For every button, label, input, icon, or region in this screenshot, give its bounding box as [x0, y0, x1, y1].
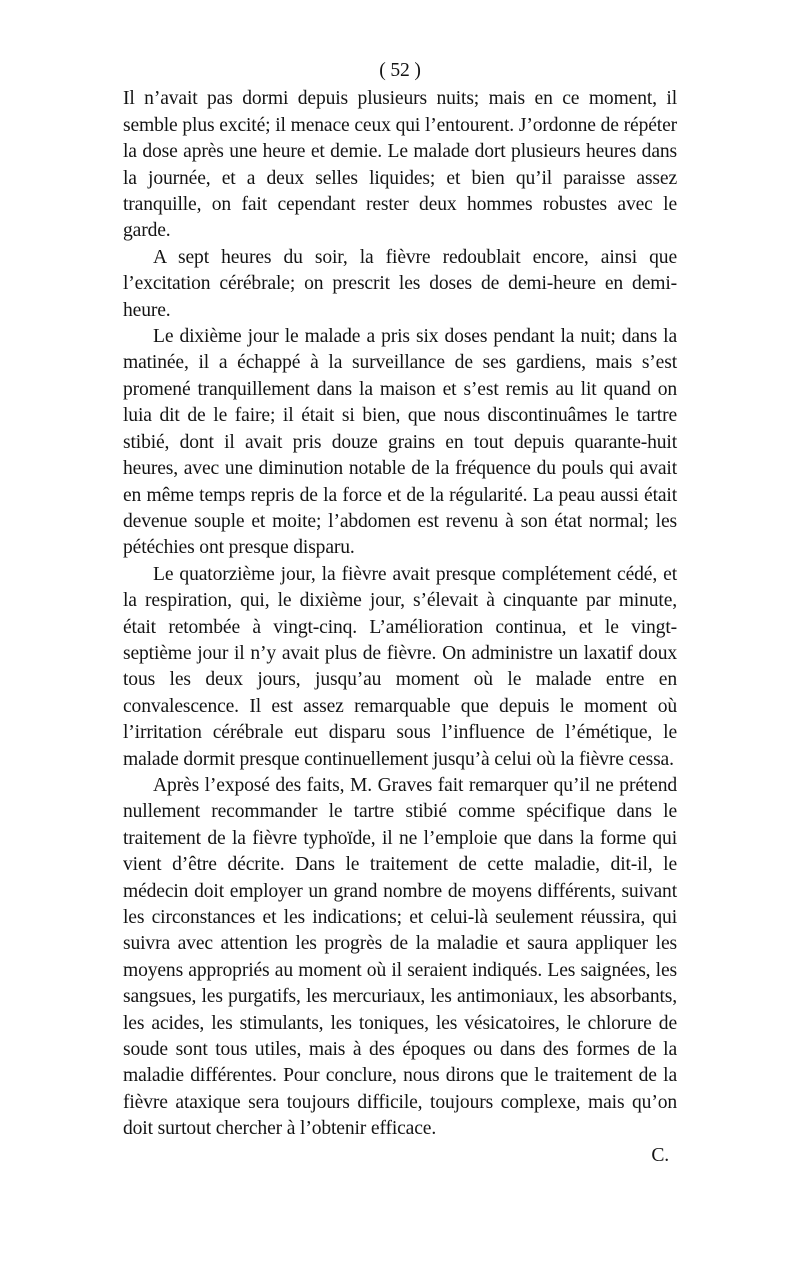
page-number: ( 52 ) — [379, 60, 421, 81]
paragraph-1: Il n’avait pas dormi depuis plusieurs nuits; mais en ce moment, il semble plus excité; il menace ceux qui l’entourent. J’ordonne de répéter la dose après une heure et demie. Le malade dort plusieurs heures dans la journée, et a deux selles liquides; et bien qu’il paraisse assez tranquille, on fait cependant rester deux hommes robustes avec le garde. — [123, 88, 677, 242]
paragraph-5: Après l’exposé des faits, M. Graves fait remarquer qu’il ne prétend nullement recommander le tartre stibié comme spécifique dans le traitement de la fièvre typhoïde, il ne l’emploie que dans la forme qui vient d’être décrite. Dans le traitement de cette maladie, dit-il, le médecin doit employer un grand nombre de moyens différents, suivant les circonstances et les indications; et celui-là seulement réussira, qui suivra avec attention les progrès de la maladie et saura appliquer les moyens appropriés au moment où il seraient indiqués. Les saignées, les sangsues, les purgatifs, les mercuriaux, les antimoniaux, les absorbants, les acides, les stimulants, les toniques, les vésicatoires, le chlorure de soude sont tous utiles, mais à des époques ou dans des formes de la maladie différentes. Pour conclure, nous dirons que le traitement de la fièvre ataxique sera toujours difficile, toujours complexe, mais qu’on doit surtout chercher à l’obtenir efficace. — [123, 774, 677, 1140]
paragraph-2: A sept heures du soir, la fièvre redoublait encore, ainsi que l’excitation cérébrale; on prescrit les doses de demi-heure en demi-heure. — [123, 246, 677, 321]
document-page — [123, 58, 677, 1169]
signature: C. — [651, 1144, 669, 1166]
paragraph-4: Le quatorzième jour, la fièvre avait presque complétement cédé, et la respiration, qui, le dixième jour, s’élevait à cinquante par minute, était retombée à vingt-cinq. L’amélioration continua, et le vingt-septième jour il n’y avait plus de fièvre. On administre un laxatif doux tous les deux jours, jusqu’au moment où le malade entre en convalescence. Il est assez remarquable que depuis le moment où l’irritation cérébrale eut disparu sous l’influence de l’émétique, le malade dormit presque continuellement jusqu’à celui où la fièvre cessa. — [123, 563, 677, 770]
paragraph-3: Le dixième jour le malade a pris six doses pendant la nuit; dans la matinée, il a échappé à la surveillance de ses gardiens, mais s’est promené tranquillement dans la maison et s’est remis au lit quand on luia dit de le faire; il était si bien, que nous discontinuâmes le tartre stibié, dont il avait pris douze grains en tout depuis quarante-huit heures, avec une diminution notable de la fréquence du pouls qui avait en même temps repris de la force et de la régularité. La peau aussi était devenue souple et moite; l’abdomen est revenu à son état normal; les pétéchies ont presque disparu. — [123, 326, 677, 559]
